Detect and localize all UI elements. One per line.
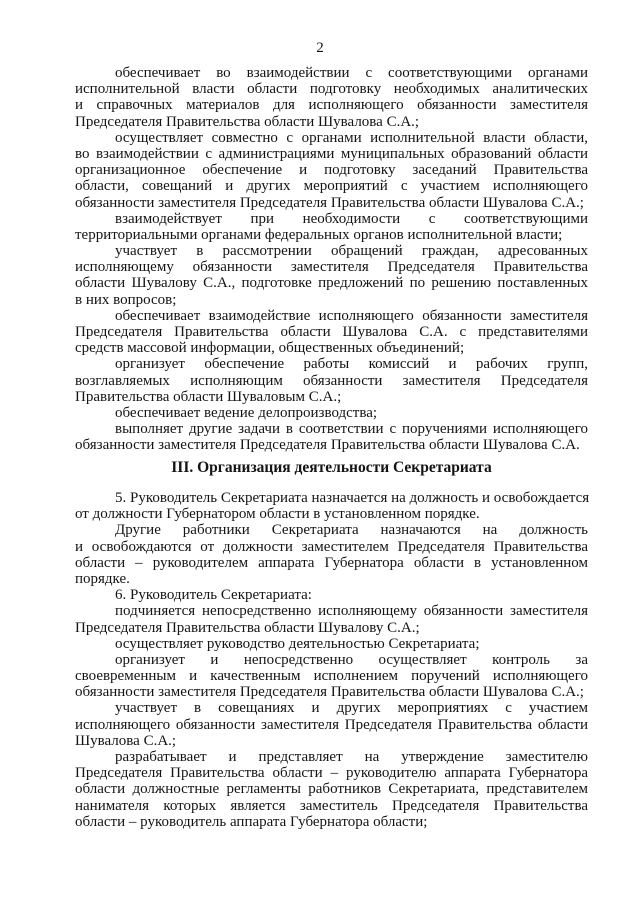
text-line: организационное обеспечение и подготовку заседаний Правительства [75, 162, 588, 179]
text-line: Другие работники Секретариата назначаются на должность [115, 522, 588, 539]
text-line: обязанности заместителя Председателя Правительства области Шувалова С.А.; [75, 684, 584, 701]
paragraph [75, 603, 588, 635]
text-line: области должностные регламенты работников Секретариата, представителем [75, 781, 588, 798]
paragraph [75, 522, 588, 587]
paragraph [75, 652, 588, 701]
paragraph [75, 421, 588, 453]
text-line: области – руководителем аппарата Губернатора области в установленном [75, 554, 588, 571]
text-line: территориальными органами федеральных органов исполнительной власти; [75, 226, 563, 243]
paragraph [75, 211, 588, 243]
text-line: области, совещаний и других мероприятий с участием исполняющего [75, 178, 588, 195]
paragraph [75, 356, 588, 405]
text-line: области – руководитель аппарата Губернатора области; [75, 813, 428, 830]
paragraph [75, 636, 588, 652]
text-line: обеспечивает взаимодействие исполняющего обязанности заместителя [115, 307, 588, 324]
text-line: исполнительной власти области подготовку необходимых аналитических [75, 81, 588, 98]
text-line: организует и непосредственно осуществляет контроль за [115, 651, 588, 668]
text-line: осуществляет совместно с органами исполнительной власти области, [115, 129, 588, 146]
duties-list [75, 65, 588, 454]
text-line: и справочных материалов для исполняющего обязанности заместителя [75, 97, 588, 114]
text-line: обязанности заместителя Председателя Правительства области Шувалова С.А. [75, 437, 580, 454]
text-line: 5. Руководитель Секретариата назначается на должность и освобождается [115, 490, 590, 506]
paragraph [75, 587, 588, 603]
text-line: Председателя Правительства области – руководителю аппарата Губернатора [75, 765, 588, 782]
text-line: участвует в совещаниях и других мероприятиях с участием [115, 700, 588, 717]
text-line: подчиняется непосредственно исполняющему обязанности заместителя [115, 603, 588, 620]
paragraph [75, 700, 588, 749]
text-line: 6. Руководитель Секретариата: [115, 587, 312, 604]
section-body [75, 490, 588, 830]
text-line: от должности Губернатором области в установленном порядке. [75, 506, 480, 523]
paragraph [75, 749, 588, 830]
text-line: Шувалова С.А.; [75, 732, 177, 749]
paragraph [75, 243, 588, 308]
text-line: участвует в рассмотрении обращений граждан, адресованных [115, 243, 588, 260]
text-line: во взаимодействии с администрациями муниципальных образований области [75, 145, 588, 162]
text-line: разрабатывает и представляет на утверждение заместителю [115, 749, 588, 765]
text-line: Председателя Правительства области Шувалова С.А.; [75, 113, 420, 130]
text-line: выполняет другие задачи в соответствии с поручениями исполняющего [115, 421, 588, 438]
text-line: области Шувалову С.А., подготовке предложений по решению поставленных [75, 275, 588, 292]
text-line: возглавляемых исполняющим обязанности заместителя Председателя [75, 372, 588, 389]
text-line: обеспечивает во взаимодействии с соответствующими органами [115, 65, 588, 81]
text-line: порядке. [75, 570, 130, 587]
paragraph [75, 308, 588, 357]
paragraph [75, 65, 588, 130]
text-line: Председателя Правительства области Шувалову С.А.; [75, 619, 420, 636]
text-line: исполняющему обязанности заместителя Председателя Правительства [75, 259, 588, 276]
text-line: Правительства области Шуваловым С.А.; [75, 388, 342, 405]
text-line: нанимателя которых является заместитель Председателя Правительства [75, 797, 588, 814]
text-line: осуществляет руководство деятельностью Секретариата; [115, 635, 480, 652]
text-line: средств массовой информации, общественных объединений; [75, 340, 465, 357]
section-heading: III. Организация деятельности Секретариата [171, 459, 492, 476]
text-line: Председателя Правительства области Шувалова С.А. с представителями [75, 324, 588, 340]
paragraph [75, 405, 588, 421]
page-number: 2 [316, 40, 324, 56]
text-line: своевременным и качественным исполнением поручений исполняющего [75, 668, 588, 685]
text-line: и освобождаются от должности заместителем Председателя Правительства [75, 538, 588, 555]
text-line: обеспечивает ведение делопроизводства; [115, 404, 378, 421]
paragraph [75, 490, 588, 522]
paragraph [75, 130, 588, 211]
text-line: исполняющего обязанности заместителя Председателя Правительства области [75, 716, 588, 733]
text-line: обязанности заместителя Председателя Правительства области Шувалова С.А.; [75, 194, 584, 211]
text-line: взаимодействует при необходимости с соответствующими [115, 210, 588, 227]
text-line: организует обеспечение работы комиссий и рабочих групп, [115, 356, 588, 373]
text-line: в них вопросов; [75, 291, 177, 308]
